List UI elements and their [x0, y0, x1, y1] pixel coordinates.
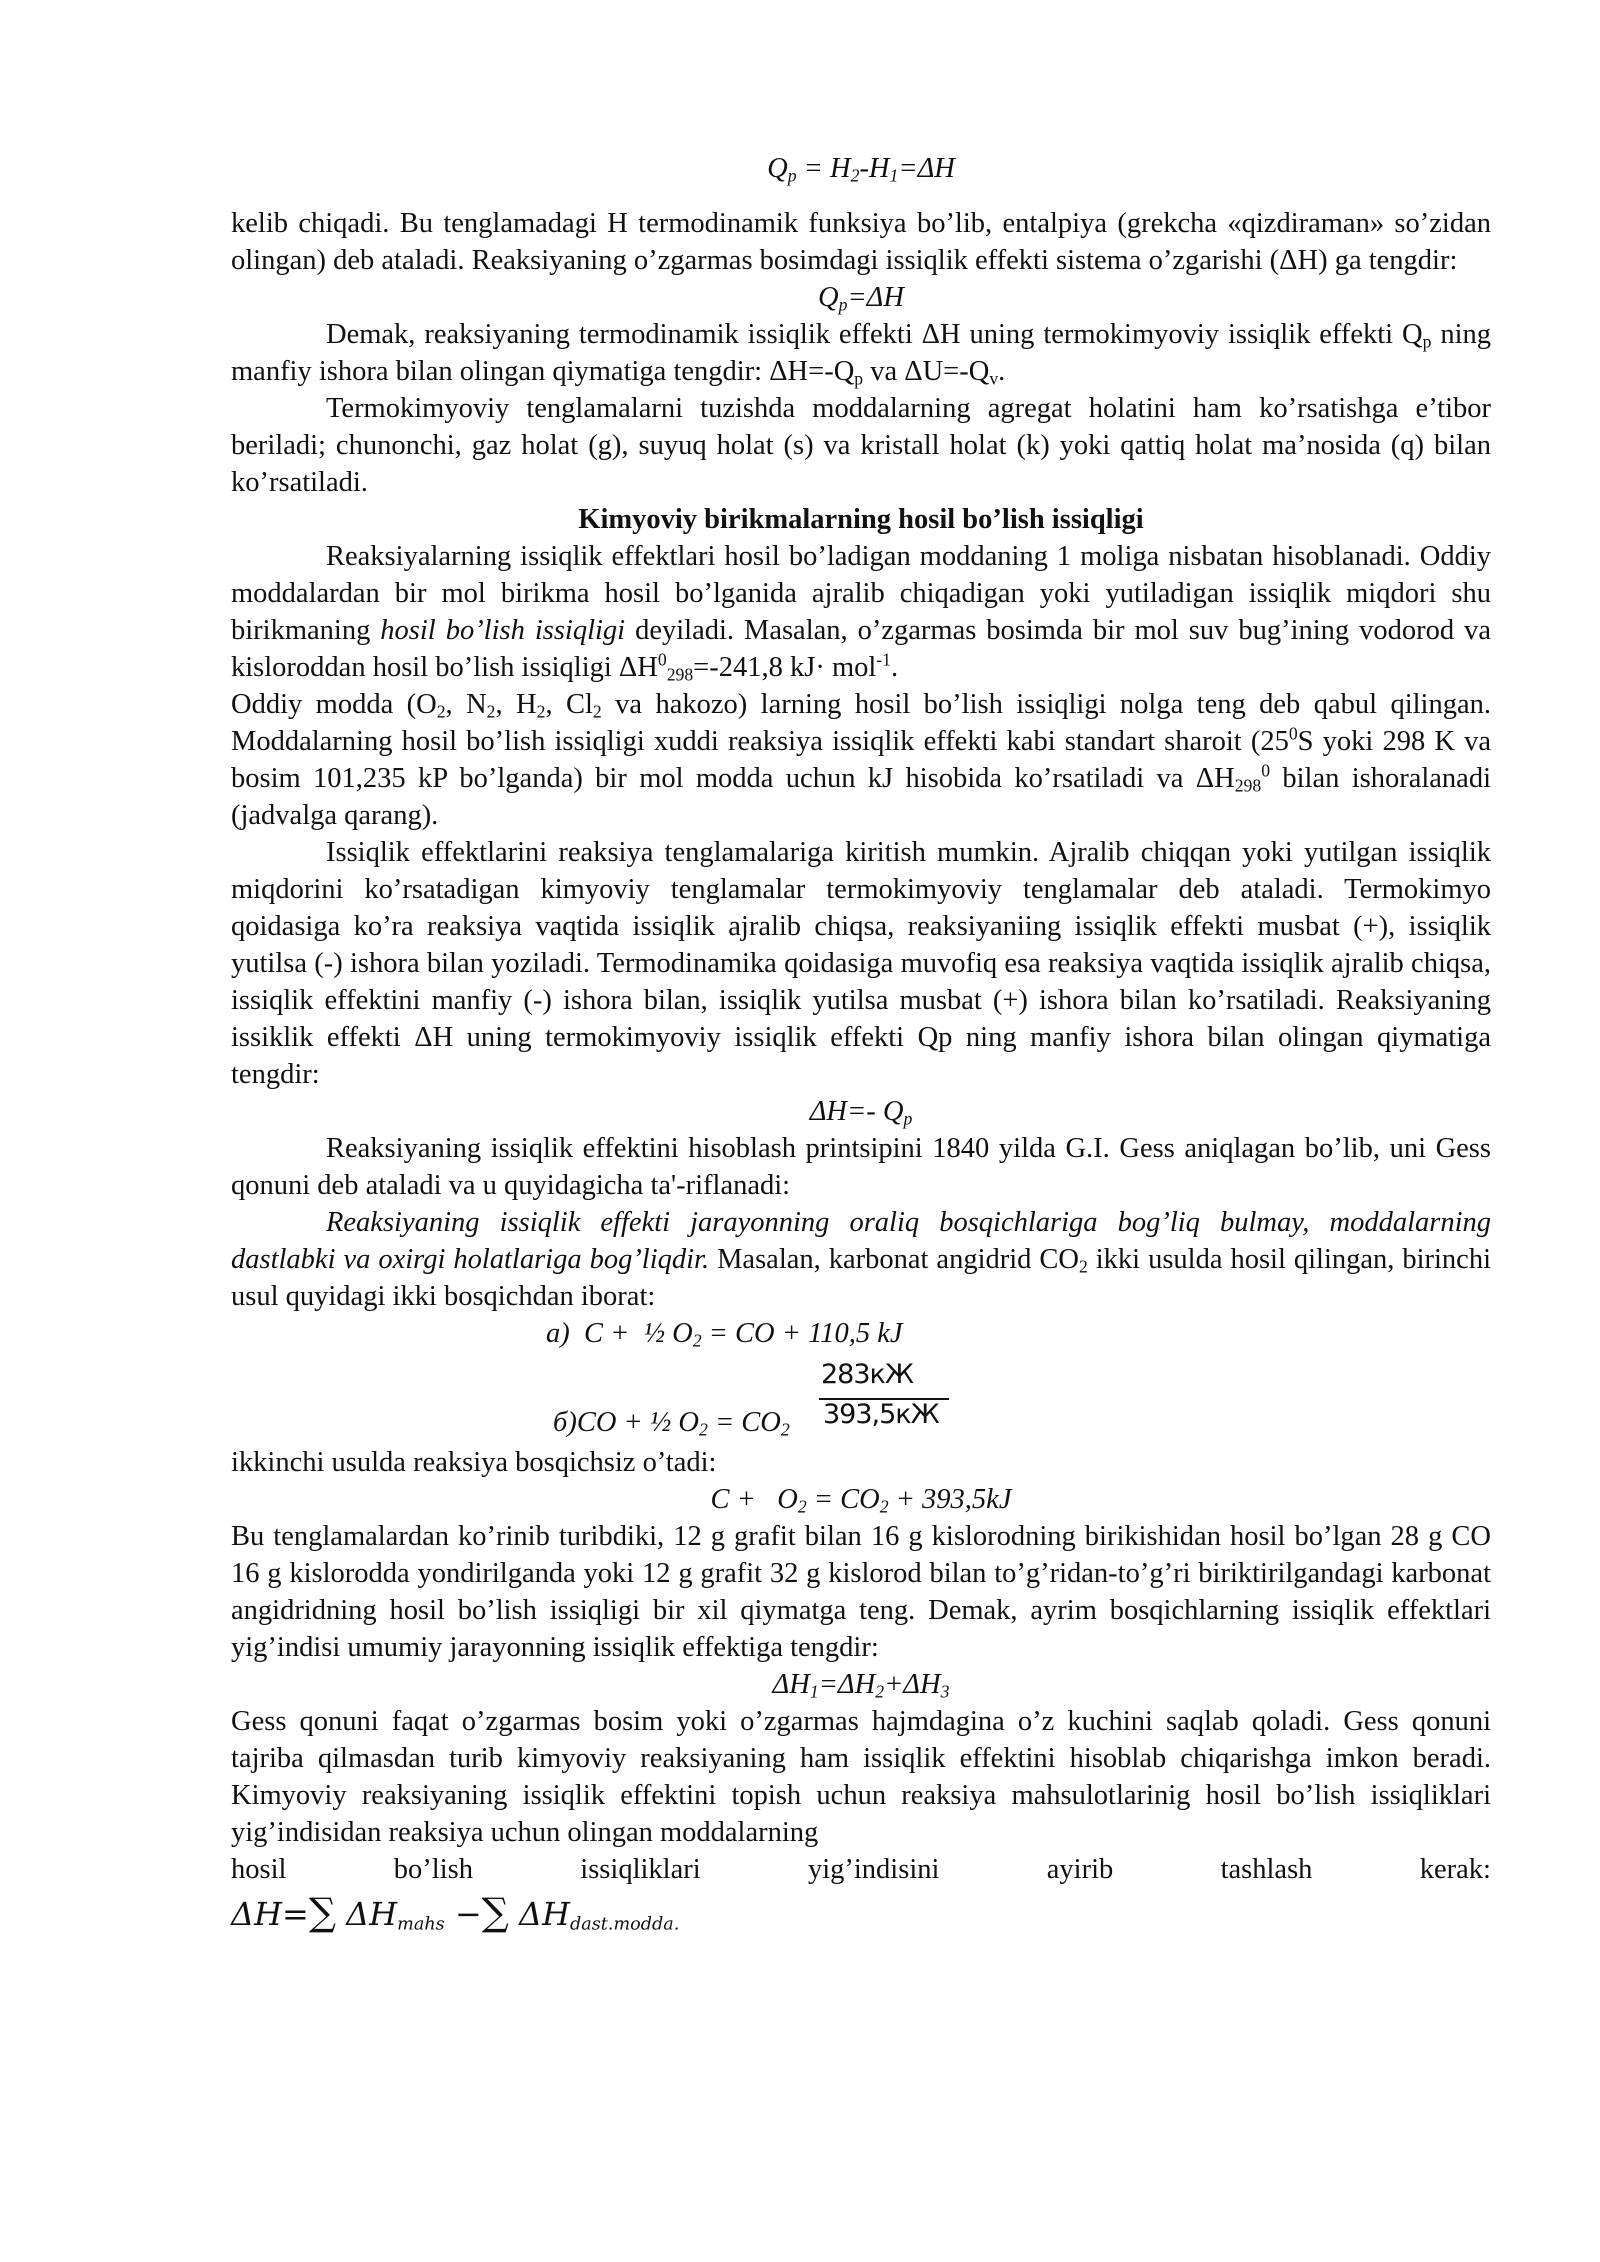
formula-direct-combustion: $C + O_2 = CO_2 + 393,5kJ$: [710, 1484, 1012, 1517]
formula-hess-summation: ΔH=∑ $\Delta H_{mahs}$ −∑ $\Delta H_{dast.modda.}$: [231, 1890, 680, 1935]
word: kerak:: [1419, 1854, 1491, 1885]
paragraph-simple-substances: Oddiy modda ($O_2$, $N_2$, $H_2$, $Cl_2$ va hakozo) larning hosil bo’lish issiqligi nolga teng deb qabul qilingan. Moddalarning hosil bo’lish issiqligi xuddi reaksiya issiqlik effekti kabi standart sharoit ($25^0S$ yoki 298 K va bosim 101,235 kP bo’lganda) bir mol modda uchun kJ hisobida ko’rsatiladi va $\Delta H_{298}^0$ bilan ishoralanadi (jadvalga qarang).: [231, 689, 1491, 831]
equation-step-a: a) C + ½ $O_2$ = CO + 110,5 kJ: [546, 1318, 903, 1351]
paragraph-enthalpy-definition: kelib chiqadi. Bu tenglamadagi H termodinamik funksiya bo’lib, entalpiya (grekcha «qizdiraman» so’zidan olingan) deb ataladi. Reaksiyaning o’zgarmas bosimdagi issiqlik effekti sistema o’zgarishi (ΔH) ga tengdir:: [231, 208, 1491, 276]
equation-step-b-block: [231, 1352, 1491, 1444]
word: bo’lish: [393, 1854, 473, 1885]
paragraph-hess-law-statement: Reaksiyaning issiqlik effekti jarayonning oraliq bosqichlariga bog’liq bulmay, moddalarning dastlabki va oxirgi holatlariga bog’liqdir. Masalan, karbonat angidrid $CO_2$ ikki usulda hosil qilingan, birinchi usul quyidagi ikki bosqichdan iborat:: [231, 1207, 1491, 1312]
formula-dh-sum: $\Delta H_1=\Delta H_2+\Delta H_3$: [772, 1669, 950, 1702]
paragraph-last-line: [231, 1851, 1491, 1888]
formula-qp-enthalpy: $Q_p = H_2-H_1=\Delta H$: [767, 153, 955, 186]
formula-qp-equals-dh: $Q_p=\Delta H$: [818, 282, 904, 315]
paragraph-aggregate-state: Termokimyoviy tenglamalarni tuzishda moddalarning agregat holatini ham ko’rsatishga e’tibor beriladi; chunonchi, gaz holat (g), suyuq holat (s) va kristall holat (k) yoki qattiq holat ma’nosida (q) bilan ko’rsatiladi.: [231, 393, 1491, 498]
fraction-numerator: 283кЖ: [821, 1359, 913, 1390]
paragraph-graphite-example: Bu tenglamalardan ko’rinib turibdiki, 12 g grafit bilan 16 g kislorodning birikishidan hosil bo’lgan 28 g CO 16 g kislorodda yondirilganda yoki 12 g grafit 32 g kislorod bilan to’g’ridan-to’g’ri biriktirilgandagi karbonat angidridning hosil bo’lish issiqligi bir xil qiymatga teng. Demak, ayrim bosqichlarning issiqlik effektlari yig’indisi umumiy jarayonning issiqlik effektiga tengdir:: [231, 1521, 1491, 1663]
fraction-denominator: 393,5кЖ: [823, 1399, 939, 1430]
word: yig’indisini: [807, 1854, 940, 1885]
paragraph-thermodynamic-effect: Demak, reaksiyaning termodinamik issiqlik effekti ΔH uning termokimyoviy issiqlik effekti $Q_p$ ning manfiy ishora bilan olingan qiymatiga tengdir: $\Delta H=-Q_p$ va $\Delta U=-Q_v$.: [231, 319, 1492, 389]
section-heading: Kimyoviy birikmalarning hosil bo’lish issiqligi: [578, 504, 1144, 535]
formula-dh-minus-qp: ΔH=- $Q_p$: [809, 1096, 913, 1129]
word: hosil: [231, 1854, 287, 1885]
word: issiqliklari: [580, 1854, 701, 1885]
paragraph-second-method: ikkinchi usulda reaksiya bosqichsiz o’tadi:: [231, 1447, 717, 1478]
word: tashlash: [1220, 1854, 1313, 1885]
equation-step-b: б)CO + ½ $O_2 = CO_2$: [553, 1407, 790, 1440]
paragraph-formation-heat: Reaksiyalarning issiqlik effektlari hosil bo’ladigan moddaning 1 moliga nisbatan hisoblanadi. Oddiy moddalardan bir mol birikma hosil bo’lganida ajralib chiqadigan yoki yutiladigan issiqlik miqdori shu birikmaning hosil bo’lish issiqligi deyiladi. Masalan, o’zgarmas bosimda bir mol suv bug’ining vodorod va kisloroddan hosil bo’lish issiqligi $\Delta H^0_{298}=-241,8$ kJ· mol$^{-1}$.: [231, 541, 1491, 685]
word: ayirib: [1046, 1854, 1114, 1885]
paragraph-thermochemical-equations: Issiqlik effektlarini reaksiya tenglamalariga kiritish mumkin. Ajralib chiqqan yoki yutilgan issiqlik miqdorini ko’rsatadigan kimyoviy tenglamalar termokimyoviy tenglamalar deb ataladi. Termokimyo qoidasiga ko’ra reaksiya vaqtida issiqlik ajralib chiqsa, reaksiyaniing issiqlik effekti musbat (+), issiqlik yutilsa (-) ishora bilan yoziladi. Termodinamika qoidasiga muvofiq esa reaksiya vaqtida issiqlik ajralib chiqsa, issiqlik effektini manfiy (-) ishora bilan, issiqlik yutilsa musbat (+) ishora bilan ko’rsatiladi. Reaksiyaning issiklik effekti ΔH uning termokimyoviy issiqlik effekti Qp ning manfiy ishora bilan olingan qiymatiga tengdir:: [231, 837, 1491, 1090]
document-page: [231, 150, 1491, 1933]
paragraph-hess-law-usage: Gess qonuni faqat o’zgarmas bosim yoki o’zgarmas hajmdagina o’z kuchini saqlab qoladi. Gess qonuni tajriba qilmasdan turib kimyoviy reaksiyaning ham issiqlik effektini hisoblab chiqarishga imkon beradi. Kimyoviy reaksiyaning issiqlik effektini topish uchun reaksiya mahsulotlarinig hosil bo’lish issiqliklari yig’indisidan reaksiya uchun olingan moddalarning: [231, 1706, 1491, 1848]
paragraph-hess-law-intro: Reaksiyaning issiqlik effektini hisoblash printsipini 1840 yilda G.I. Gess aniqlagan bo’lib, uni Gess qonuni deb ataladi va u quyidagicha ta'-riflanadi:: [231, 1133, 1491, 1201]
